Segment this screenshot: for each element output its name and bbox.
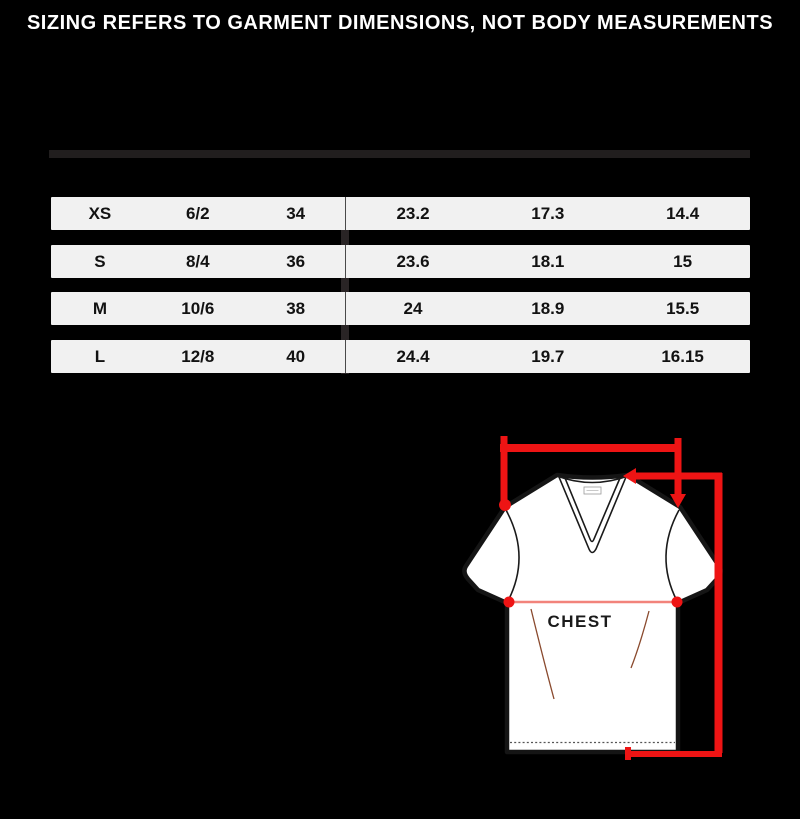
page-title: SIZING REFERS TO GARMENT DIMENSIONS, NOT BODY MEASUREMENTS <box>26 12 774 34</box>
cell-value: 38 <box>286 299 306 318</box>
cell-value: 15 <box>673 251 693 271</box>
cell-value: 23.2 <box>396 204 430 223</box>
cell-size: S <box>94 251 106 271</box>
cell-value: 18.1 <box>531 251 565 271</box>
cell-value: 24.4 <box>396 346 430 366</box>
table-row <box>51 340 750 373</box>
row-left-group <box>51 292 345 325</box>
cell-value: 18.9 <box>531 299 565 318</box>
table-row <box>51 245 750 278</box>
table-row <box>51 197 750 230</box>
row-left-group <box>51 197 345 230</box>
cell-value: 12/8 <box>181 346 215 366</box>
cell-value: 16.15 <box>661 346 704 366</box>
collar-brand-label <box>584 487 601 494</box>
chest-label: CHEST <box>547 612 613 631</box>
cell-value: 36 <box>286 251 306 271</box>
row-left-group <box>51 245 345 278</box>
cell-size: L <box>94 346 106 366</box>
cell-value: 14.4 <box>666 204 700 223</box>
row-right-group <box>345 292 750 325</box>
row-right-group <box>345 245 750 278</box>
tshirt-measurement-diagram <box>450 425 770 775</box>
cell-size: XS <box>88 204 112 223</box>
cell-value: 17.3 <box>531 204 565 223</box>
cell-value: 23.6 <box>396 251 430 271</box>
cell-value: 8/4 <box>185 251 210 271</box>
row-left-group <box>51 340 345 373</box>
sizes-table <box>51 197 750 373</box>
cell-value: 6/2 <box>185 204 210 223</box>
cell-value: 40 <box>286 346 306 366</box>
shoulder-point-dot <box>499 499 511 511</box>
cell-value: 24 <box>403 299 423 318</box>
table-top-rule <box>49 150 750 158</box>
row-right-group <box>345 197 750 230</box>
cell-value: 19.7 <box>531 346 565 366</box>
row-right-group <box>345 340 750 373</box>
cell-value: 15.5 <box>666 299 700 318</box>
cell-value: 34 <box>286 204 306 223</box>
cell-size: M <box>92 299 108 318</box>
cell-value: 10/6 <box>181 299 215 318</box>
table-row <box>51 292 750 325</box>
